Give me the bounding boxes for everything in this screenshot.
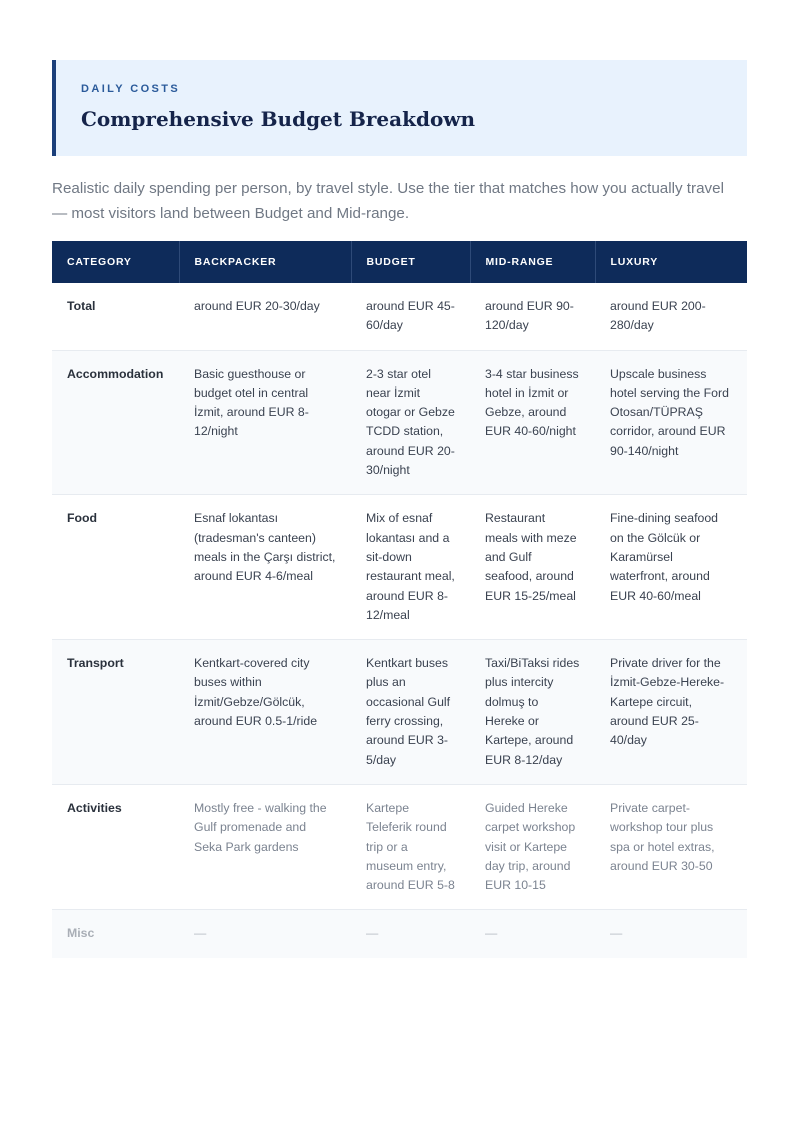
column-header-budget: BUDGET: [351, 241, 470, 283]
row-category: Misc: [67, 926, 95, 941]
cell-luxury: Private carpet-workshop tour plus spa or hotel extras, around EUR 30-50: [595, 784, 747, 909]
cell-backpacker: Basic guesthouse or budget otel in central İzmit, around EUR 8-12/night: [179, 350, 351, 495]
cell-midrange: Taxi/BiTaksi rides plus intercity dolmuş to Hereke or Kartepe, around EUR 8-12/day: [470, 640, 595, 785]
column-header-category: CATEGORY: [52, 241, 179, 283]
cell-midrange: —: [485, 926, 498, 941]
table-row-activities: [52, 784, 747, 909]
cell-budget: around EUR 45-60/day: [351, 283, 470, 350]
table-row-misc: [52, 910, 747, 958]
row-category: Transport: [52, 640, 179, 785]
row-category: Food: [52, 495, 179, 640]
page-title: Comprehensive Budget Breakdown: [81, 107, 476, 131]
budget-table: [52, 241, 747, 958]
cell-budget: 2-3 star otel near İzmit otogar or Gebze TCDD station, around EUR 20-30/night: [351, 350, 470, 495]
column-header-backpacker: BACKPACKER: [179, 241, 351, 283]
cell-midrange: Guided Hereke carpet workshop visit or Kartepe day trip, around EUR 10-15: [470, 784, 595, 909]
cell-backpacker: around EUR 20-30/day: [179, 283, 351, 350]
cell-backpacker: —: [194, 926, 207, 941]
table-row-total: [52, 283, 747, 350]
cell-luxury: around EUR 200-280/day: [595, 283, 747, 350]
section-eyebrow: DAILY COSTS: [81, 83, 181, 95]
section-header: [52, 60, 747, 156]
intro-paragraph: Realistic daily spending per person, by travel style. Use the tier that matches how you actually travel — most visitors land between Budget and Mid-range.: [52, 180, 724, 222]
table-row-food: [52, 495, 747, 640]
cell-backpacker: Esnaf lokantası (tradesman's canteen) meals in the Çarşı district, around EUR 4-6/meal: [179, 495, 351, 640]
cell-luxury: Upscale business hotel serving the Ford Otosan/TÜPRAŞ corridor, around EUR 90-140/night: [595, 350, 747, 495]
cell-midrange: around EUR 90-120/day: [470, 283, 595, 350]
cell-midrange: 3-4 star business hotel in İzmit or Gebze, around EUR 40-60/night: [470, 350, 595, 495]
table-header-row: [52, 241, 747, 283]
cell-backpacker: Mostly free - walking the Gulf promenade and Seka Park gardens: [179, 784, 351, 909]
column-header-luxury: LUXURY: [610, 256, 659, 268]
table-row-accommodation: [52, 350, 747, 495]
cell-luxury: —: [610, 926, 623, 941]
cell-budget: —: [366, 926, 379, 941]
cell-midrange: Restaurant meals with meze and Gulf seafood, around EUR 15-25/meal: [470, 495, 595, 640]
cell-luxury: Private driver for the İzmit-Gebze-Hereke-Kartepe circuit, around EUR 25-40/day: [595, 640, 747, 785]
row-category: Activities: [52, 784, 179, 909]
cell-backpacker: Kentkart-covered city buses within İzmit/Gebze/Gölcük, around EUR 0.5-1/ride: [179, 640, 351, 785]
cell-luxury: Fine-dining seafood on the Gölcük or Karamürsel waterfront, around EUR 40-60/meal: [595, 495, 747, 640]
row-category: Accommodation: [52, 350, 179, 495]
cell-budget: Kentkart buses plus an occasional Gulf ferry crossing, around EUR 3-5/day: [351, 640, 470, 785]
row-category: Total: [52, 283, 179, 350]
column-header-midrange: MID-RANGE: [470, 241, 595, 283]
cell-budget: Kartepe Teleferik round trip or a museum entry, around EUR 5-8: [351, 784, 470, 909]
table-row-transport: [52, 640, 747, 785]
cell-budget: Mix of esnaf lokantası and a sit-down restaurant meal, around EUR 8-12/meal: [351, 495, 470, 640]
